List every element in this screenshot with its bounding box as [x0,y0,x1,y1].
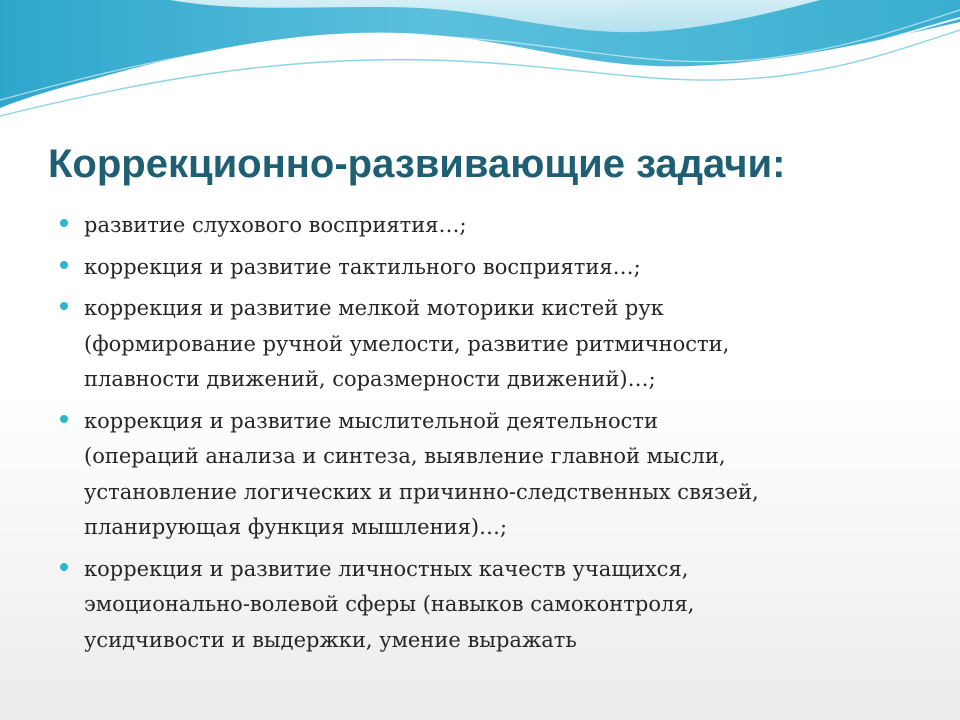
bullet-dot-icon [60,415,68,423]
bullet-text: коррекция и развитие личностных качеств учащихся, эмоционально-волевой сферы (навыков самоконтроля, усидчивости и выдержки, умение выражать [84,556,695,652]
bullet-text: коррекция и развитие мыслительной деятельности (операций анализа и синтеза, выявление главной мысли, установление логических и причинно-следственных связей, планирующая функция мышления)…; [84,408,759,539]
bullet-dot-icon [60,563,68,571]
bullet-item [58,552,898,659]
bullet-list [58,208,898,664]
bullet-text: коррекция и развитие тактильного восприятия…; [84,254,641,279]
bullet-dot-icon [60,219,68,227]
bullet-item [58,291,898,398]
bullet-text: коррекция и развитие мелкой моторики кистей рук (формирование ручной умелости, развитие ритмичности, плавности движений, соразмерности движений)…; [84,296,730,391]
bullet-item [58,208,898,244]
bullet-dot-icon [60,261,68,269]
bullet-dot-icon [60,302,68,310]
bullet-text: развитие слухового восприятия…; [84,213,467,237]
slide-title: Коррекционно-развивающие задачи: [48,142,786,186]
wave-band-dark [0,0,960,108]
wave-header-decoration [0,0,960,120]
bullet-item [58,250,898,286]
bullet-item [58,404,898,546]
